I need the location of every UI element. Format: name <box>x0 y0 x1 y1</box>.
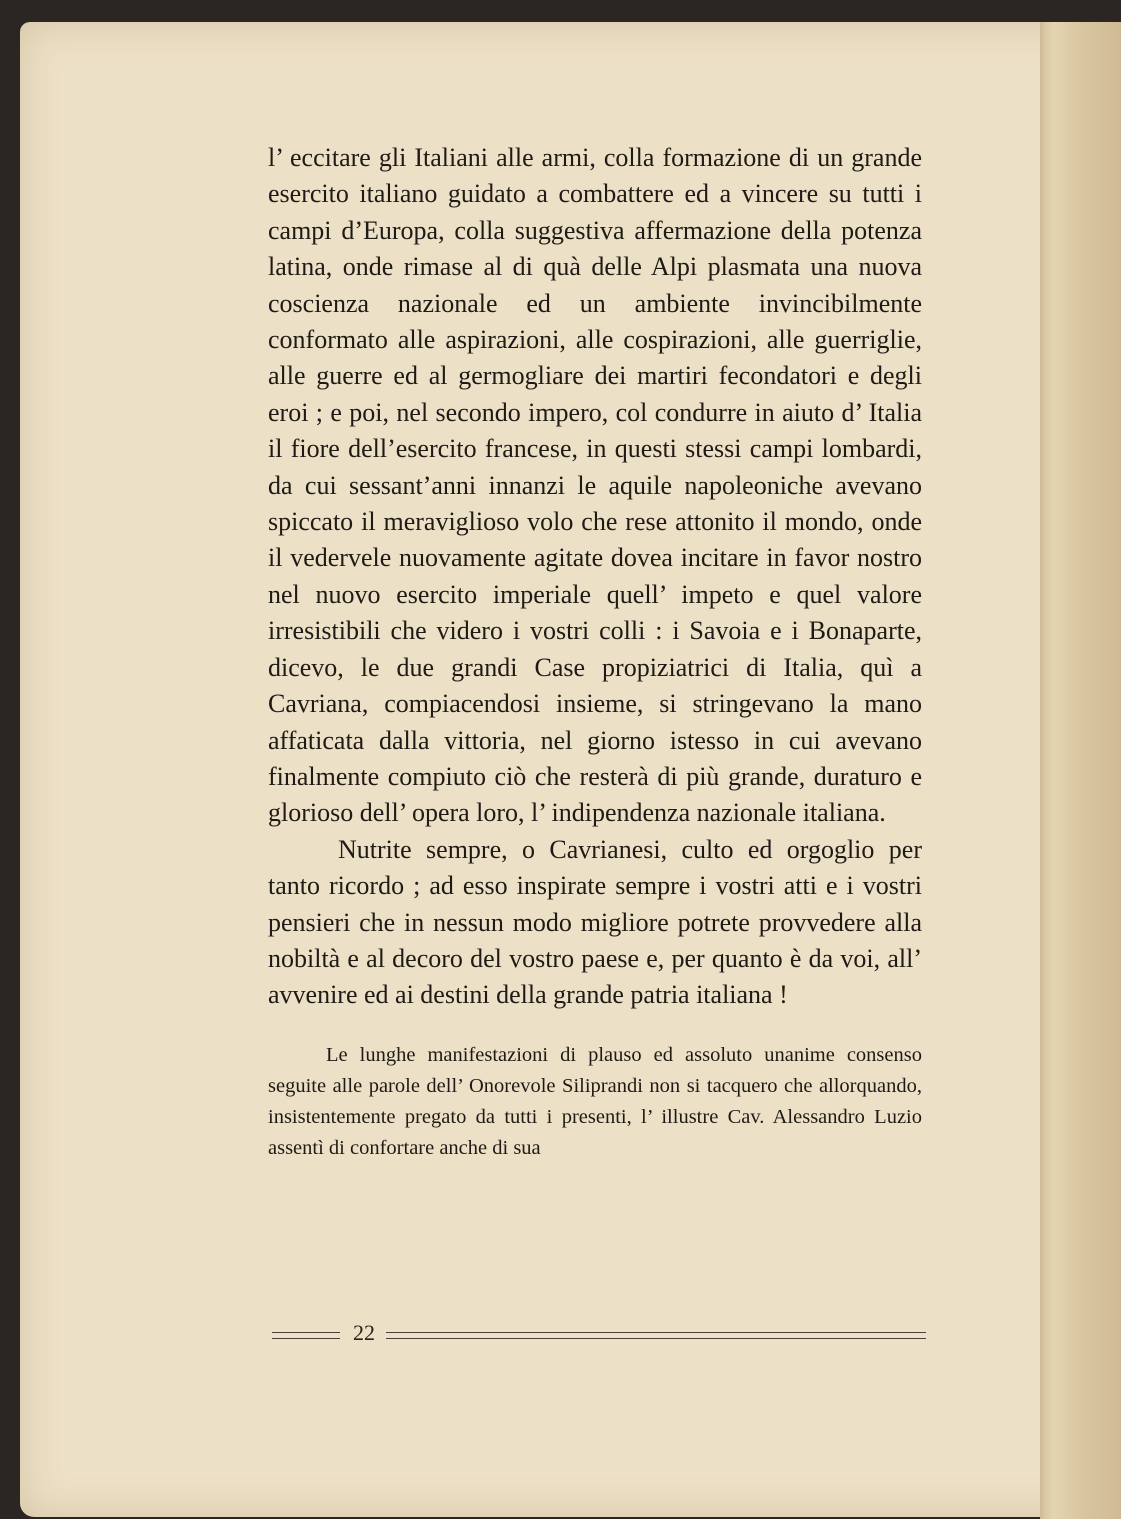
footnote-paragraph: Le lunghe manifestazioni di plauso ed assoluto unanime consenso seguite alle parole dell’ Onorevole Siliprandi non si tacquero che allorquando, insistentemente pregato da tutti i presenti, l’ illustre Cav. Alessandro Luzio assentì di confortare anche di sua <box>268 1043 922 1160</box>
page-number: 22 <box>353 1320 375 1345</box>
main-text <box>268 140 922 1014</box>
page-edge <box>1040 22 1121 1519</box>
paragraph-2: Nutrite sempre, o Cavrianesi, culto ed orgoglio per tanto ricordo ; ad esso inspirate sempre i vostri atti e i vostri pensieri che in nessun modo migliore potrete provvedere alla nobiltà e al decoro del vostro paese e, per quanto è da voi, all’ avvenire ed ai destini della grande patria italiana ! <box>268 834 922 1010</box>
page-text <box>268 140 922 1185</box>
footer-rule-left <box>272 1332 340 1339</box>
paragraph-1: l’ eccitare gli Italiani alle armi, colla formazione di un grande esercito italiano guidato a combattere ed a vincere su tutti i campi d’Europa, colla suggestiva affermazione della potenza latina, onde rimase al di quà delle Alpi plasmata una nuova coscienza nazionale ed un ambiente invincibilmente conformato alle aspirazioni, alle cospirazioni, alle guerriglie, alle guerre ed al germogliare dei martiri fecondatori e degli eroi ; e poi, nel secondo impero, col condurre in aiuto d’ Italia il fiore dell’esercito francese, in questi stessi campi lombardi, da cui sessant’anni innanzi le aquile napoleoniche avevano spiccato il meraviglioso volo che rese attonito il mondo, onde il vedervele nuovamente agitate dovea incitare in favor nostro nel nuovo esercito imperiale quell’ impeto e quel valore irresistibili che videro i vostri colli : i Savoia e i Bonaparte, dicevo, le due grandi Case propiziatrici di Italia, quì a Cavriana, compiacendosi insieme, si stringevano la mano affaticata dalla vittoria, nel giorno istesso in cui avevano finalmente compiuto ciò che resterà di più grande, duraturo e glorioso dell’ opera loro, l’ indipendenza nazionale italiana. <box>268 143 922 828</box>
page-footer <box>272 1320 926 1350</box>
footer-rule-right <box>386 1332 926 1339</box>
